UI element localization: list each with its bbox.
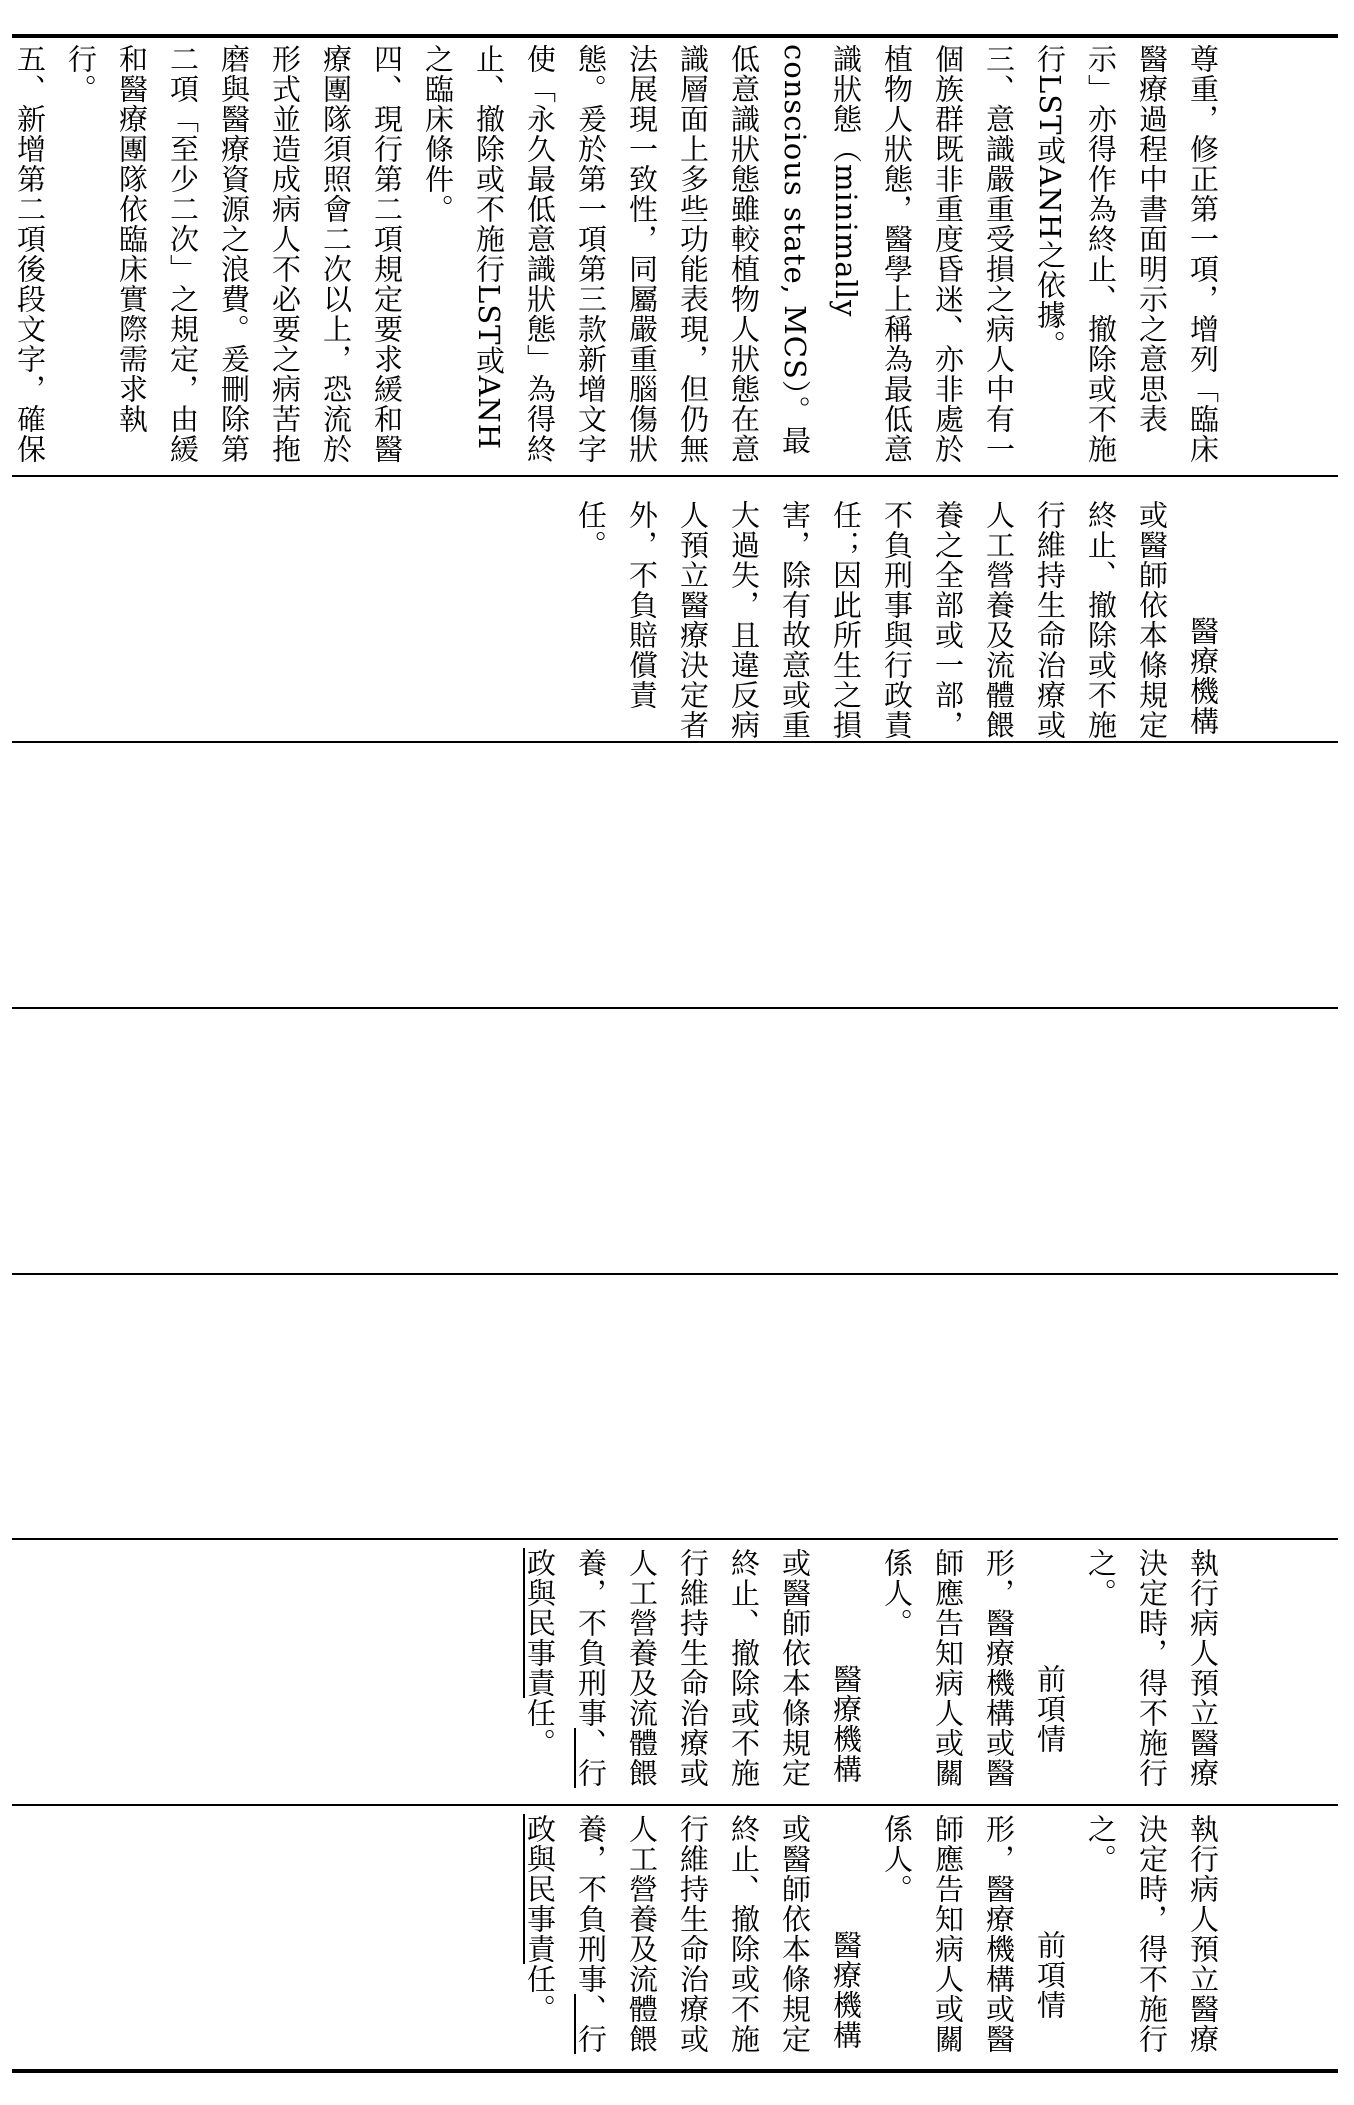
explanation-paragraph-2: 三、意識嚴重受損之病人中有一個族群既非重度昏迷、亦非處於植物人狀態，醫學上稱為最低意識狀態（minimally conscious state, MCS）。最低意識狀態雖較植物人狀態在意識層面上多些功能表現，但仍無法展現一致性，同屬嚴重腦傷狀態。爰於第一項第三款新增文字使「永久最低意識狀態」為得終止、撤除或不施行LST或ANH之臨床條件。 [421,44,1016,464]
current-paragraph-3 [514,1814,871,2064]
explanation-paragraph-1: 尊重，修正第一項，增列「臨床醫療過程中書面明示之意思表示」亦得作為終止、撤除或不施行LST或ANH之依據。 [1033,44,1220,464]
current-paragraph-3-text: 醫療機構或醫師依本條規定終止、撤除或不施行維持生命治療或人工營養及流體餵養，不負刑事 [574,1814,863,2054]
proposed-marked-text: 、行政與民事責 [523,1548,608,1788]
current-text-cell [24,1814,1330,2064]
explanation-paragraph-4: 五、新增第二項後段文字，確保 [13,44,47,464]
explanation-paragraph-3: 四、現行第二項規定要求緩和醫療團隊須照會二次以上，恐流於形式並造成病人不必要之病苦拖磨與醫療資源之浪費。爰刪除第二項「至少二次」之規定，由緩和醫療團隊依臨床實際需求執行。 [64,44,404,464]
row-divider-5 [12,1538,1338,1540]
top-rule [12,34,1338,38]
proposed-paragraph-3-end: 任。 [523,1698,557,1758]
amended-article-text: 醫療機構或醫師依本條規定終止、撤除或不施行維持生命治療或人工營養及流體餵養之全部或一部，不負刑事與行政責任；因此所生之損害，除有故意或重大過失，且違反病人預立醫療決定者外，不負賠償責任。 [574,500,1220,740]
current-paragraph-3-end: 任。 [523,1964,557,2024]
proposed-paragraph-3-text: 醫療機構或醫師依本條規定終止、撤除或不施行維持生命治療或人工營養及流體餵養，不負刑事 [574,1548,863,1788]
proposed-paragraph-1: 執行病人預立醫療決定時，得不施行之。 [1084,1548,1220,1788]
proposed-paragraph-2: 前項情形，醫療機構或醫師應告知病人或關係人。 [880,1548,1067,1788]
bottom-rule [12,2069,1338,2073]
current-paragraph-1: 執行病人預立醫療決定時，得不施行之。 [1084,1814,1220,2054]
row-divider-2 [12,741,1338,743]
proposed-paragraph-3 [514,1548,871,1798]
explanation-cell [13,44,1330,464]
current-marked-text: 、行政與民事責 [523,1814,608,2054]
row-divider-6 [12,1804,1338,1806]
proposed-text-cell [24,1548,1330,1798]
row-divider-1 [12,475,1338,477]
row-divider-3 [12,1007,1338,1009]
row-divider-4 [12,1273,1338,1275]
amended-text-cell [24,490,1330,750]
current-paragraph-2: 前項情形，醫療機構或醫師應告知病人或關係人。 [880,1814,1067,2054]
